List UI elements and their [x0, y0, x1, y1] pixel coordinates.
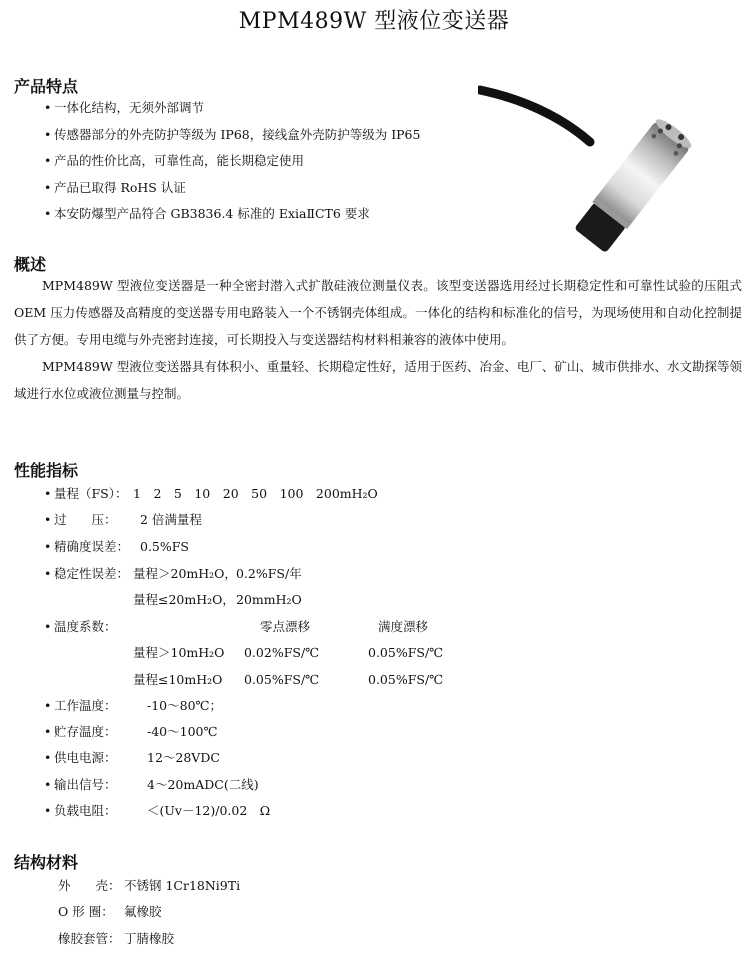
material-sleeve-label: 橡胶套管： — [58, 931, 121, 946]
spec-accuracy-value: 0.5%FS — [140, 539, 189, 554]
spec-storetemp: • 贮存温度： — [44, 724, 117, 739]
materials-heading: 结构材料 — [14, 853, 79, 872]
spec-power-value: 12～28VDC — [147, 750, 220, 765]
tempcoef-cond: 量程＞10mH₂O — [133, 645, 225, 660]
tempcoef-col-zero: 零点漂移 — [260, 619, 311, 634]
feature-item: • 本安防爆型产品符合 GB3836.4 标准的 ExiaⅡCT6 要求 — [44, 206, 370, 221]
page-title: MPM489W 型液位变送器 — [238, 9, 510, 34]
feature-item: • 产品的性价比高，可靠性高，能长期稳定使用 — [44, 153, 305, 168]
material-sleeve-value: 丁腈橡胶 — [124, 931, 175, 946]
spec-power: • 供电电源： — [44, 750, 117, 765]
spec-optemp: • 工作温度： — [44, 698, 117, 713]
tempcoef-span: 0.05%FS/℃ — [368, 672, 444, 687]
overview-heading: 概述 — [14, 255, 47, 274]
overview-paragraph: MPM489W 型液位变送器具有体积小、重量轻、长期稳定性好，适用于医药、冶金、电厂、矿山、城市供排水、水文勘探等领域进行水位或液位测量与控制。 — [14, 359, 742, 401]
spec-load-value: ＜(Uv－12)/0.02 Ω — [147, 803, 271, 818]
spec-stability-value: 0.2%FS/年 — [236, 566, 302, 581]
feature-item: • 传感器部分的外壳防护等级为 IP68，接线盒外壳防护等级为 IP65 — [44, 127, 421, 142]
features-heading: 产品特点 — [14, 77, 79, 96]
tempcoef-cond: 量程≤10mH₂O — [133, 672, 223, 687]
material-shell-value: 不锈钢 1Cr18Ni9Ti — [124, 878, 241, 893]
spec-overpressure: • 过 压： — [44, 512, 117, 527]
overview-text — [14, 272, 742, 407]
tempcoef-col-span: 满度漂移 — [378, 619, 429, 634]
spec-range: • 量程（FS）： — [44, 486, 128, 501]
overview-paragraph: MPM489W 型液位变送器是一种全密封潜入式扩散硅液位测量仪表。该型变送器选用经过长期稳定性和可靠性试验的压阻式 OEM 压力传感器及高精度的变送器专用电路装入一个不锈钢壳体组成。一体化的结构和标准化的信号，为现场使用和自动化控制提供了方便。专用电缆与外壳密封连接，可长期投入与变送器结构材料相兼容的液体中使用。 — [14, 278, 742, 347]
tempcoef-span: 0.05%FS/℃ — [368, 645, 444, 660]
spec-storetemp-value: -40～100℃ — [147, 724, 218, 739]
spec-load: • 负载电阻： — [44, 803, 117, 818]
specs-heading: 性能指标 — [14, 461, 79, 480]
spec-stability-cond: 量程＞20mH₂O， — [133, 566, 237, 581]
feature-item: • 一体化结构，无须外部调节 — [44, 100, 205, 115]
product-photo — [478, 84, 696, 256]
spec-overpressure-value: 2 倍满量程 — [140, 512, 202, 527]
tempcoef-zero: 0.05%FS/℃ — [244, 672, 320, 687]
spec-optemp-value: -10～80℃； — [147, 698, 223, 713]
material-oring-value: 氟橡胶 — [124, 904, 162, 919]
spec-range-values: 1 2 5 10 20 50 100 200mH₂O — [133, 486, 378, 501]
spec-stability-cond: 量程≤20mH₂O， — [133, 592, 235, 607]
tempcoef-zero: 0.02%FS/℃ — [244, 645, 320, 660]
spec-output: • 输出信号： — [44, 777, 117, 792]
spec-stability: • 稳定性误差： — [44, 566, 130, 581]
spec-tempcoef: • 温度系数： — [44, 619, 117, 634]
spec-output-value: 4～20mADC(二线) — [147, 777, 259, 792]
feature-item: • 产品已取得 RoHS 认证 — [44, 180, 186, 195]
spec-stability-value: 20mmH₂O — [236, 592, 302, 607]
material-oring-label: O 形 圈： — [58, 904, 114, 919]
spec-accuracy: • 精确度误差： — [44, 539, 130, 554]
material-shell-label: 外 壳： — [58, 878, 121, 893]
